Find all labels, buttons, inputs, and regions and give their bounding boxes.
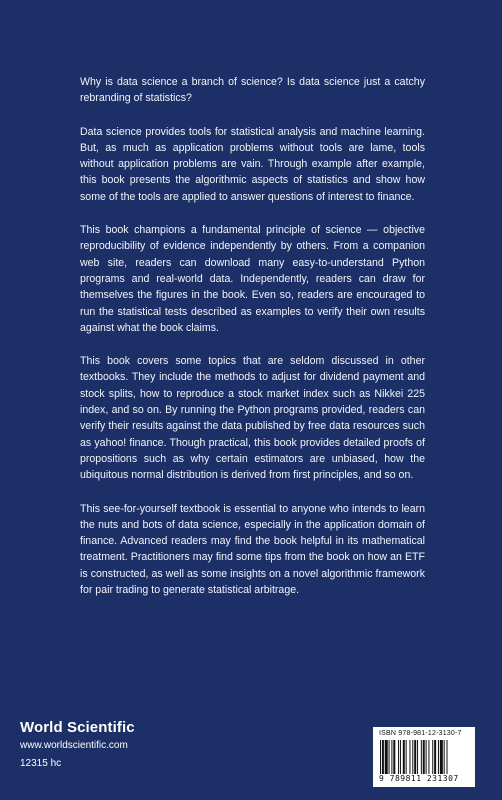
isbn-barcode [373, 727, 475, 787]
blurb-paragraph-2: Data science provides tools for statistical analysis and machine learning. But, as much as application problems without tools are lame, tools without application problems are vain. Through example after example, this book presents the algorithmic aspects of statistics and show how some of the tools are applied to answer questions of interest to finance. [80, 125, 425, 203]
blurb-paragraph-1: Why is data science a branch of science? Is data science just a catchy rebranding of statistics? [80, 76, 425, 105]
barcode-bars-icon [379, 740, 469, 774]
blurb-paragraph-4: This book covers some topics that are seldom discussed in other textbooks. They include the methods to adjust for dividend payment and stock splits, how to reproduce a stock market index such as Nikkei 225 index, and so on. By running the Python programs provided, readers can verify their results against the data published by free data resources such as yahoo! finance. Though practical, this book provides detailed proofs of propositions such as why certain estimators are unbiased, how the ubiquitous normal distribution is derived from first principles, and so on. [80, 355, 425, 482]
publisher-url: www.worldscientific.com [20, 740, 128, 751]
publisher-name: World Scientific [20, 719, 135, 736]
blurb-text [80, 74, 425, 615]
publisher-code: 12315 hc [20, 758, 62, 769]
isbn-label: ISBN 978-981-12-3130-7 [379, 730, 462, 737]
blurb-paragraph-3: This book champions a fundamental principle of science — objective reproducibility of evidence independently by others. From a companion web site, readers can download many easy-to-understand Python programs and real-world data. Independently, readers can draw for themselves the figures in the book. Even so, readers are encouraged to run the statistical tests described as examples to verify their own results against what the book claims. [80, 224, 425, 334]
barcode-digits: 9 789811 231307 [379, 774, 459, 783]
publisher-info [20, 719, 240, 771]
blurb-paragraph-5: This see-for-yourself textbook is essential to anyone who intends to learn the nuts and bots of data science, especially in the application domain of finance. Advanced readers may find the book helpful in its mathematical treatment. Practitioners may find some tips from the book on how an ETF is constructed, as well as some insights on a novel algorithmic framework for pair trading to generate statistical arbitrage. [80, 502, 425, 597]
